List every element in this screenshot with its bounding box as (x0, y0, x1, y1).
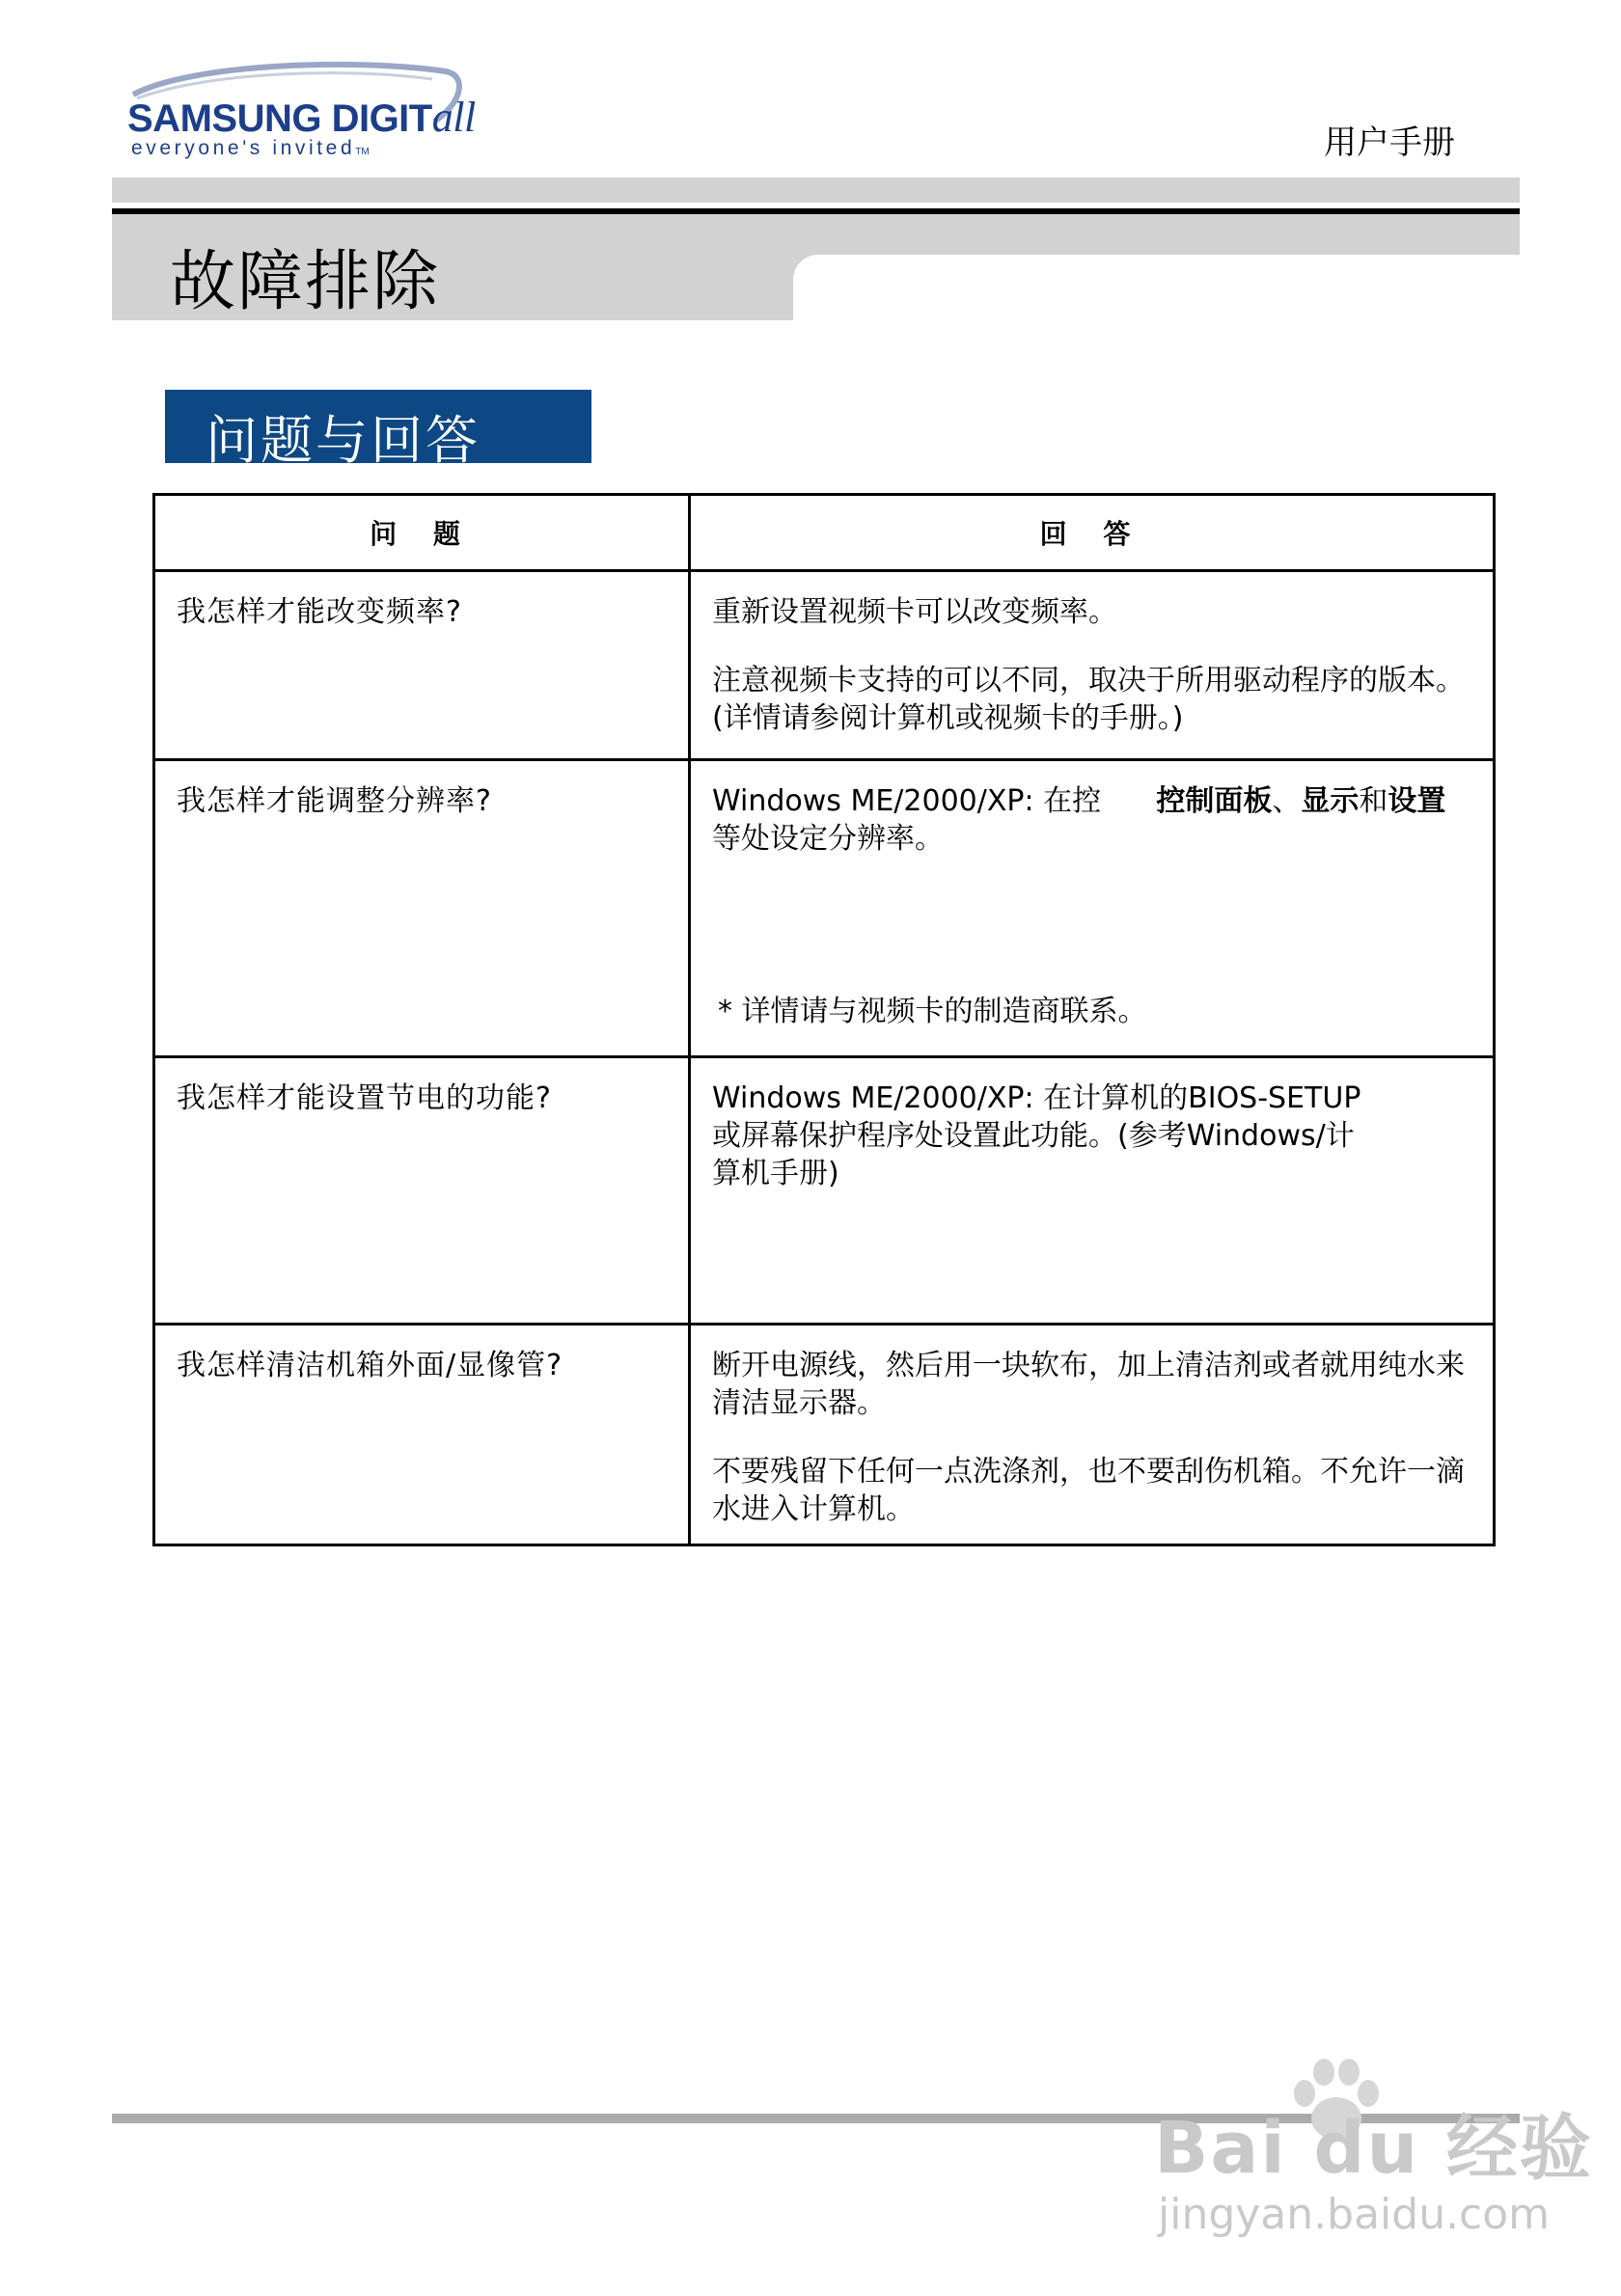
answer-text: 断开电源线，然后用一块软布，加上清洁剂或者就用纯水来清洁显示器。 (712, 1349, 1465, 1420)
watermark-url: jingyan.baidu.com (1158, 2190, 1551, 2239)
answer-note: * 详情请与视频卡的制造商联系。 (718, 995, 1147, 1028)
watermark-brand: Bai du 经验 (1154, 2107, 1593, 2190)
question-text: 我怎样清洁机箱外面/显像管? (177, 1349, 563, 1382)
answer-text: Windows ME/2000/XP: 在控 控制面板、显示和设置等处设定分辨率。 (712, 784, 1446, 856)
answer-text: 重新设置视频卡可以改变频率。 (712, 595, 1117, 629)
manual-label: 用户手册 (1324, 123, 1455, 162)
header-band-notch (793, 255, 1520, 322)
column-header-answer: 回 答 (690, 495, 1495, 571)
table-row (154, 1325, 1495, 1545)
question-text: 我怎样才能设置节电的功能? (177, 1081, 552, 1115)
question-cell (154, 1057, 690, 1325)
display-term: 显示 (1301, 784, 1360, 818)
question-text: 我怎样才能调整分辨率? (177, 784, 492, 818)
faq-table (152, 493, 1496, 1546)
section-title: 问题与回答 (206, 410, 481, 471)
question-text: 我怎样才能改变频率? (177, 595, 462, 629)
answer-cell (690, 571, 1495, 760)
answer-cell (690, 1325, 1495, 1545)
table-row (154, 571, 1495, 760)
page-title: 故障排除 (170, 244, 441, 320)
question-cell (154, 760, 690, 1057)
answer-cell (690, 760, 1495, 1057)
answer-text: Windows ME/2000/XP: 在计算机的BIOS-SETUP或屏幕保护程序处设置此功能。(参考Windows/计算机手册) (712, 1081, 1361, 1190)
table-row (154, 1057, 1495, 1325)
table-row (154, 760, 1495, 1057)
samsung-logo (124, 58, 476, 164)
section-label (165, 390, 591, 471)
logo-brand-text: SAMSUNG DIGITall (127, 94, 476, 141)
question-cell (154, 571, 690, 760)
answer-cell (690, 1057, 1495, 1325)
control-panel-term: 控制面板 (1156, 784, 1273, 818)
settings-term: 设置 (1387, 784, 1446, 818)
header-band-top (112, 178, 1520, 203)
answer-text: 注意视频卡支持的可以不同，取决于所用驱动程序的版本。(详情请参阅计算机或视频卡的手册。) (712, 664, 1465, 735)
table-header-row (154, 495, 1495, 571)
question-cell (154, 1325, 690, 1545)
column-header-question: 问 题 (154, 495, 690, 571)
answer-text: 不要残留下任何一点洗涤剂，也不要刮伤机箱。不允许一滴水进入计算机。 (712, 1455, 1465, 1526)
logo-tagline: everyone's invitedTM (131, 137, 370, 159)
